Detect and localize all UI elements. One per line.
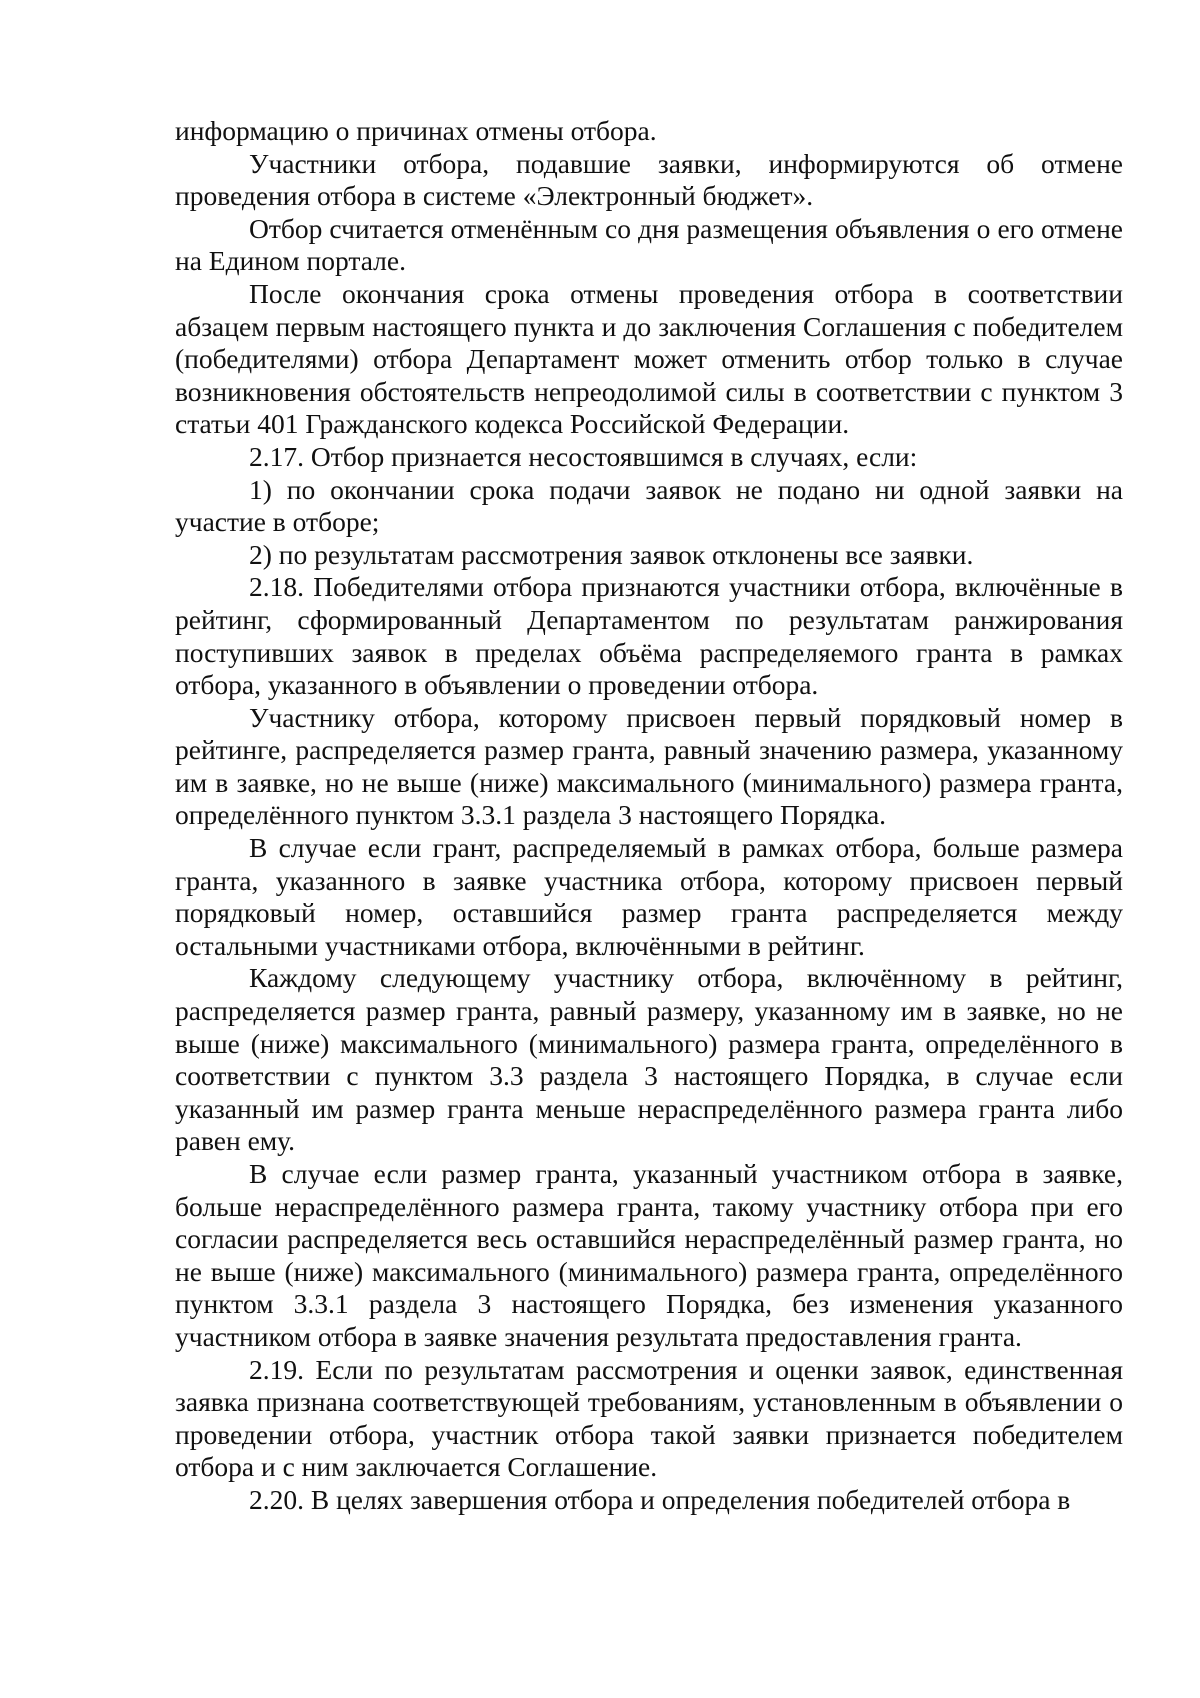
paragraph-first-rank: Участнику отбора, которому присвоен первый порядковый номер в рейтинге, распределяется размер гранта, равный значению размера, указанному им в заявке, но не выше (ниже) максимального (минимального) размера гранта, определённого пунктом 3.3.1 раздела 3 настоящего Порядка.: [175, 701, 1123, 831]
paragraph-2-19: 2.19. Если по результатам рассмотрения и оценки заявок, единственная заявка признана соответствующей требованиям, установленным в объявлении о проведении отбора, участник отбора такой заявки признается победителем отбора и с ним заключается Соглашение.: [175, 1353, 1123, 1483]
paragraph-next-participant: Каждому следующему участнику отбора, включённому в рейтинг, распределяется размер гранта, равный размеру, указанному им в заявке, но не выше (ниже) максимального (минимального) размера гранта, определённого в соответствии с пунктом 3.3 раздела 3 настоящего Порядка, в случае если указанный им размер гранта меньше нераспределённого размера гранта либо равен ему.: [175, 962, 1123, 1157]
paragraph-selection-cancelled: Отбор считается отменённым со дня размещения объявления о его отмене на Едином портале.: [175, 212, 1123, 277]
paragraph-2-17-item-2: 2) по результатам рассмотрения заявок отклонены все заявки.: [249, 538, 974, 570]
paragraph-2-17-item-1: 1) по окончании срока подачи заявок не подано ни одной заявки на участие в отборе;: [175, 473, 1123, 538]
paragraph-participants-informed: Участники отбора, подавшие заявки, информируются об отмене проведения отбора в системе «Электронный бюджет».: [175, 147, 1123, 212]
paragraph-continuation: информацию о причинах отмены отбора.: [175, 115, 657, 146]
paragraph-2-17: 2.17. Отбор признается несостоявшимся в случаях, если:: [249, 440, 918, 472]
paragraph-remaining-distribution: В случае если грант, распределяемый в рамках отбора, больше размера гранта, указанного в заявке участника отбора, которому присвоен первый порядковый номер, оставшийся размер гранта распределяется между остальными участниками отбора, включёнными в рейтинг.: [175, 832, 1123, 961]
paragraph-2-20: 2.20. В целях завершения отбора и определения победителей отбора в: [249, 1483, 1071, 1515]
paragraph-2-18: 2.18. Победителями отбора признаются участники отбора, включённые в рейтинг, сформированный Департаментом по результатам ранжирования поступивших заявок в пределах объёма распределяемого гранта в рамках отбора, указанного в объявлении о проведении отбора.: [175, 571, 1123, 701]
paragraph-undistributed: В случае если размер гранта, указанный участником отбора в заявке, больше нераспределённого размера гранта, такому участнику отбора при его согласии распределяется весь оставшийся нераспределённый размер гранта, но не выше (ниже) максимального (минимального) размера гранта, определённого пунктом 3.3.1 раздела 3 настоящего Порядка, без изменения указанного участником отбора в заявке значения результата предоставления гранта.: [175, 1158, 1123, 1352]
document-page: [175, 115, 1123, 1517]
paragraph-force-majeure: После окончания срока отмены проведения отбора в соответствии абзацем первым настоящего пункта и до заключения Соглашения с победителем (победителями) отбора Департамент может отменить отбор только в случае возникновения обстоятельств непреодолимой силы в соответствии с пунктом 3 статьи 401 Гражданского кодекса Российской Федерации.: [175, 277, 1123, 440]
